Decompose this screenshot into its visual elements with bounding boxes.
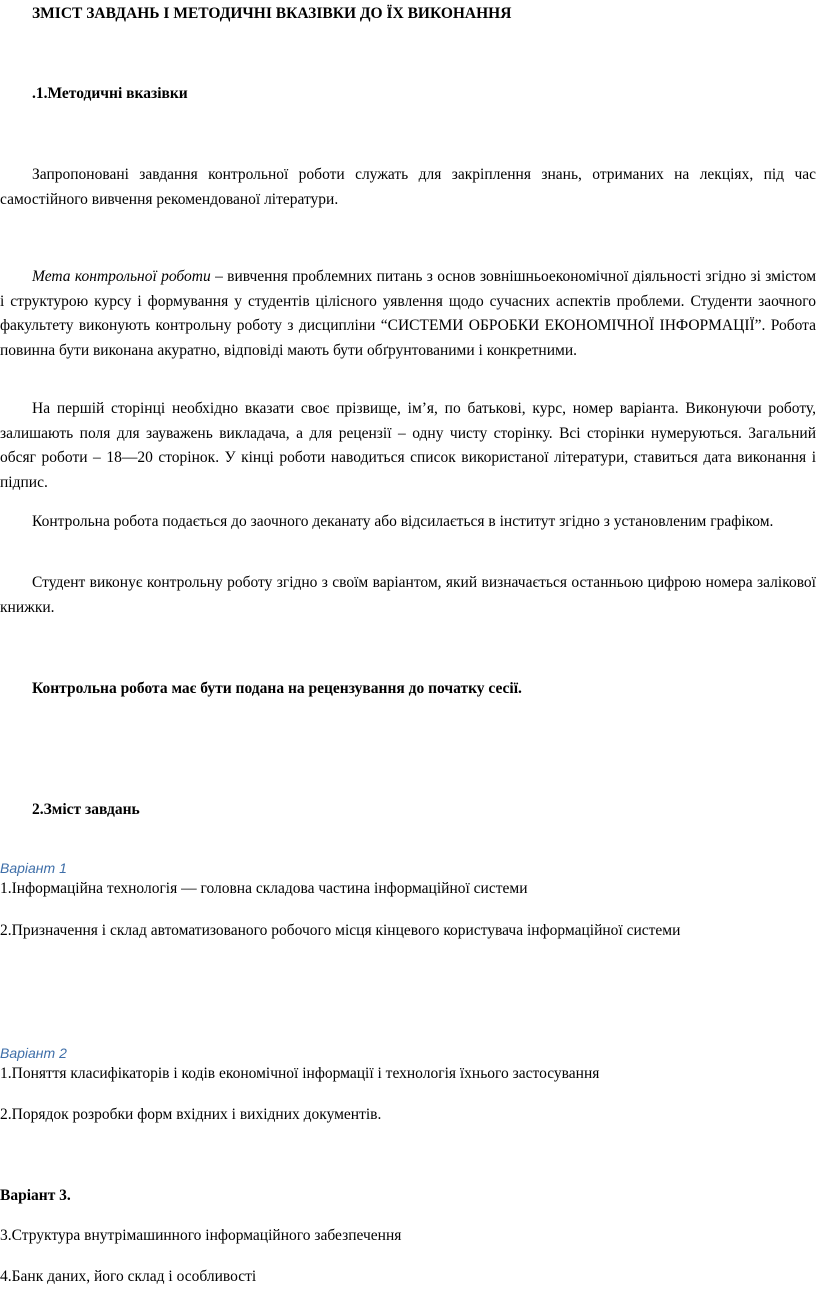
variant-3-item-1: 3.Структура внутрімашинного інформаційного забезпечення bbox=[0, 1227, 402, 1244]
variant-3-item-2: 4.Банк даних, його склад і особливості bbox=[0, 1268, 257, 1285]
goal-label: Мета контрольної роботи bbox=[32, 268, 211, 285]
section-2-heading: 2.Зміст завдань bbox=[32, 801, 140, 818]
variant-2-heading: Варіант 2 bbox=[0, 1045, 67, 1061]
variant-3-heading: Варіант 3. bbox=[0, 1187, 71, 1204]
paragraph-submission: Контрольна робота подається до заочного деканату або відсилається в інститут згідно з установленим графіком. bbox=[32, 513, 774, 530]
variant-1-heading: Варіант 1 bbox=[0, 860, 67, 876]
goal-text: – вивчення проблемних питань з основ зовнішньоекономічної діяльності згідно зі змістом і структурою курсу і формування у студентів цілісного уявлення щодо сучасних аспектів проблеми. Студенти заочного факультету виконують контрольну роботу з дисципліни “СИСТЕМИ ОБРОБКИ ЕКОНОМІЧНОЇ ІНФОРМАЦІЇ”. Робота повинна бути виконана акуратно, відповіді мають бути обґрунтованими і конкретними. bbox=[0, 268, 816, 359]
variant-2-item-2: 2.Порядок розробки форм вхідних і вихідних документів. bbox=[0, 1106, 382, 1123]
variant-1-item-1: 1.Інформаційна технологія — головна складова частина інформаційної системи bbox=[0, 880, 528, 897]
section-1-heading: .1.Методичні вказівки bbox=[32, 85, 188, 102]
paragraph-variant-choice: Студент виконує контрольну роботу згідно з своїм варіантом, який визначається останньою цифрою номера залікової книжки. bbox=[0, 574, 816, 616]
variant-2-item-1: 1.Поняття класифікаторів і кодів економічної інформації і технологія їхнього застосування bbox=[0, 1065, 600, 1082]
submission-notice: Контрольна робота має бути подана на рецензування до початку сесії. bbox=[32, 680, 522, 697]
variant-1-item-2: 2.Призначення і склад автоматизованого робочого місця кінцевого користувача інформаційної системи bbox=[0, 922, 681, 939]
page-title: ЗМІСТ ЗАВДАНЬ І МЕТОДИЧНІ ВКАЗІВКИ ДО ЇХ ВИКОНАННЯ bbox=[32, 5, 512, 22]
paragraph-goal bbox=[0, 265, 816, 363]
paragraph-formatting: На першій сторінці необхідно вказати своє прізвище, ім’я, по батькові, курс, номер варіанта. Виконуючи роботу, залишають поля для зауважень викладача, а для рецензії – одну чисту сторінку. Всі сторінки нумеруються. Загальний обсяг роботи – 18—20 сторінок. У кінці роботи наводиться список використаної літератури, ставиться дата виконання і підпис. bbox=[0, 400, 816, 491]
paragraph-intro: Запропоновані завдання контрольної роботи служать для закріплення знань, отриманих на лекціях, під час самостійного вивчення рекомендованої літератури. bbox=[0, 166, 816, 208]
